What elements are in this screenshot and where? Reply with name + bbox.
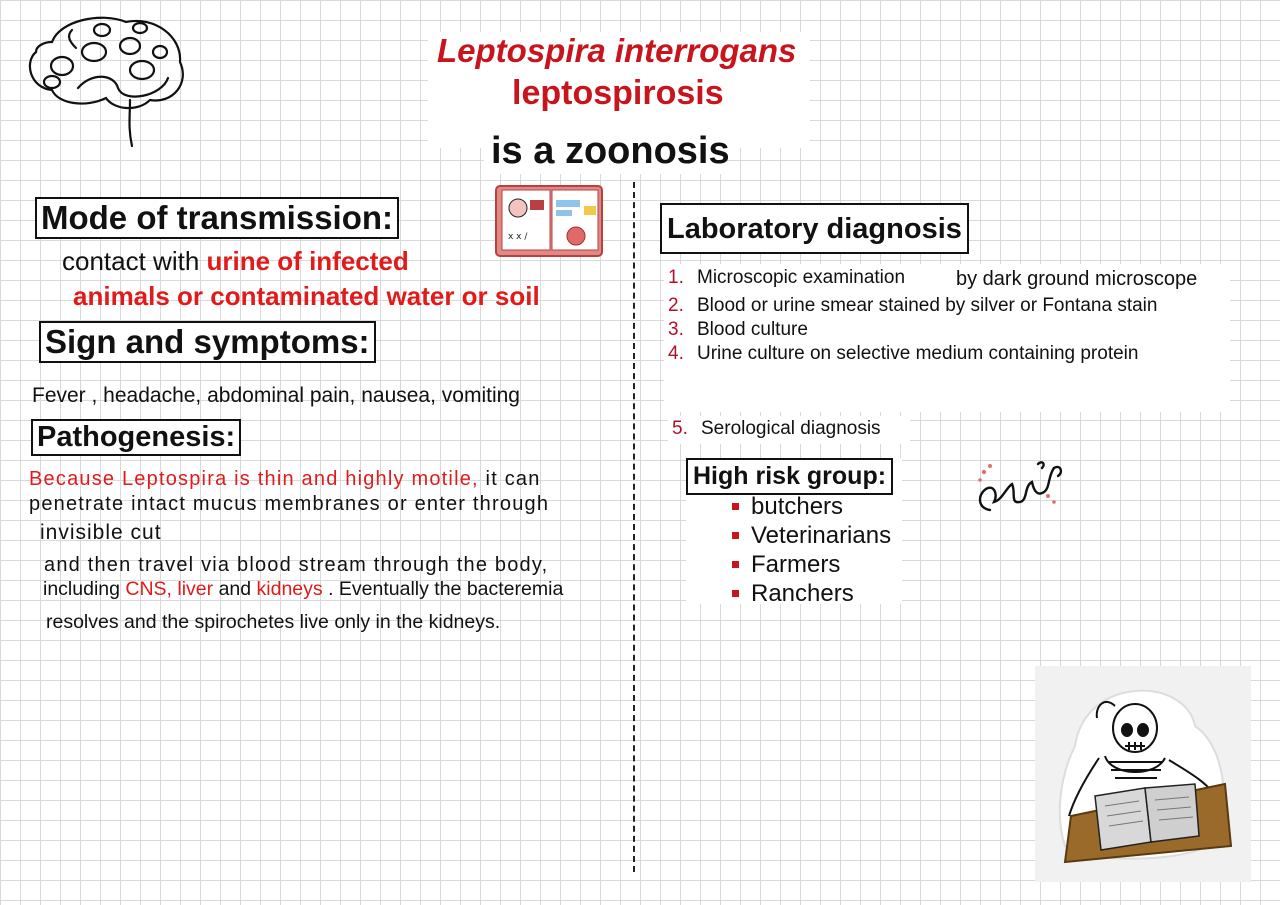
lab-heading: Laboratory diagnosis [660,203,969,254]
transmission-red-line2: animals or contaminated water or soil [73,281,540,311]
risk-heading: High risk group: [686,458,893,495]
pathogenesis-line1-rest: it can [478,468,541,490]
lab-item-number: 4. [668,342,684,364]
zoonosis-subtitle: is a zoonosis [491,130,730,172]
lab-item-number: 2. [668,294,684,316]
risk-list [730,492,891,608]
signature-graphic [972,452,1072,522]
bullet-icon [732,590,739,597]
pathogenesis-cns-liver: CNS, liver [125,578,214,600]
lab-item-text: Urine culture on selective medium containing protein [697,342,1139,364]
lab-item-1-extra: by dark ground microscope [956,268,1198,290]
risk-item: Veterinarians [751,522,892,549]
pathogenesis-line2: penetrate intact mucus membranes or enter through [29,493,550,515]
passport-sticker-icon [494,184,610,260]
risk-item: butchers [751,493,844,520]
risk-item: Ranchers [751,580,854,607]
brain-icon [22,12,188,150]
pathogenesis-line5-c: . Eventually the bacteremia [322,578,564,600]
list-item [668,296,1158,316]
pathogenesis-line5-b: and [213,578,257,600]
transmission-prefix: contact with [62,246,207,276]
lab-item-text: Serological diagnosis [701,418,881,439]
lab-item-text: Microscopic examination [697,267,906,288]
disease-title: leptospirosis [512,74,724,112]
pathogenesis-line6: resolves and the spirochetes live only in the kidneys. [46,611,501,633]
list-item [730,492,891,521]
list-item [730,521,891,550]
list-item [668,344,1158,364]
bullet-icon [732,532,739,539]
pathogenesis-line4: and then travel via blood stream through the body, [44,554,549,576]
pathogenesis-red-part: Because Leptospira is thin and highly motile, [29,468,479,490]
species-title: Leptospira interrogans [437,32,797,69]
skeleton-reading-sticker [1035,666,1251,882]
risk-item: Farmers [751,551,841,578]
pathogenesis-line5-a: including [43,578,126,600]
column-divider [633,182,635,872]
bullet-icon [732,503,739,510]
list-item [668,320,1158,340]
transmission-text [62,246,409,277]
lab-item-number: 3. [668,318,684,340]
pathogenesis-line5 [43,578,563,601]
pathogenesis-kidneys: kidneys [256,578,323,600]
svg-text:x x /: x x / [508,232,528,242]
pathogenesis-line3: invisible cut [40,521,162,544]
lab-item-number: 5. [672,418,688,439]
lab-item-text: Blood or urine smear stained by silver or Fontana stain [697,294,1158,316]
lab-item-number: 1. [668,267,684,288]
transmission-red-line1: urine of infected [206,246,409,276]
list-item [672,418,881,440]
lab-item-text: Blood culture [697,318,808,340]
symptoms-heading: Sign and symptoms: [39,321,376,363]
list-item [730,550,891,579]
pathogenesis-heading: Pathogenesis: [31,419,241,456]
list-item [730,579,891,608]
pathogenesis-line1 [29,467,541,491]
symptoms-text: Fever , headache, abdominal pain, nausea, vomiting [32,384,520,407]
bullet-icon [732,561,739,568]
transmission-heading: Mode of transmission: [35,197,399,239]
